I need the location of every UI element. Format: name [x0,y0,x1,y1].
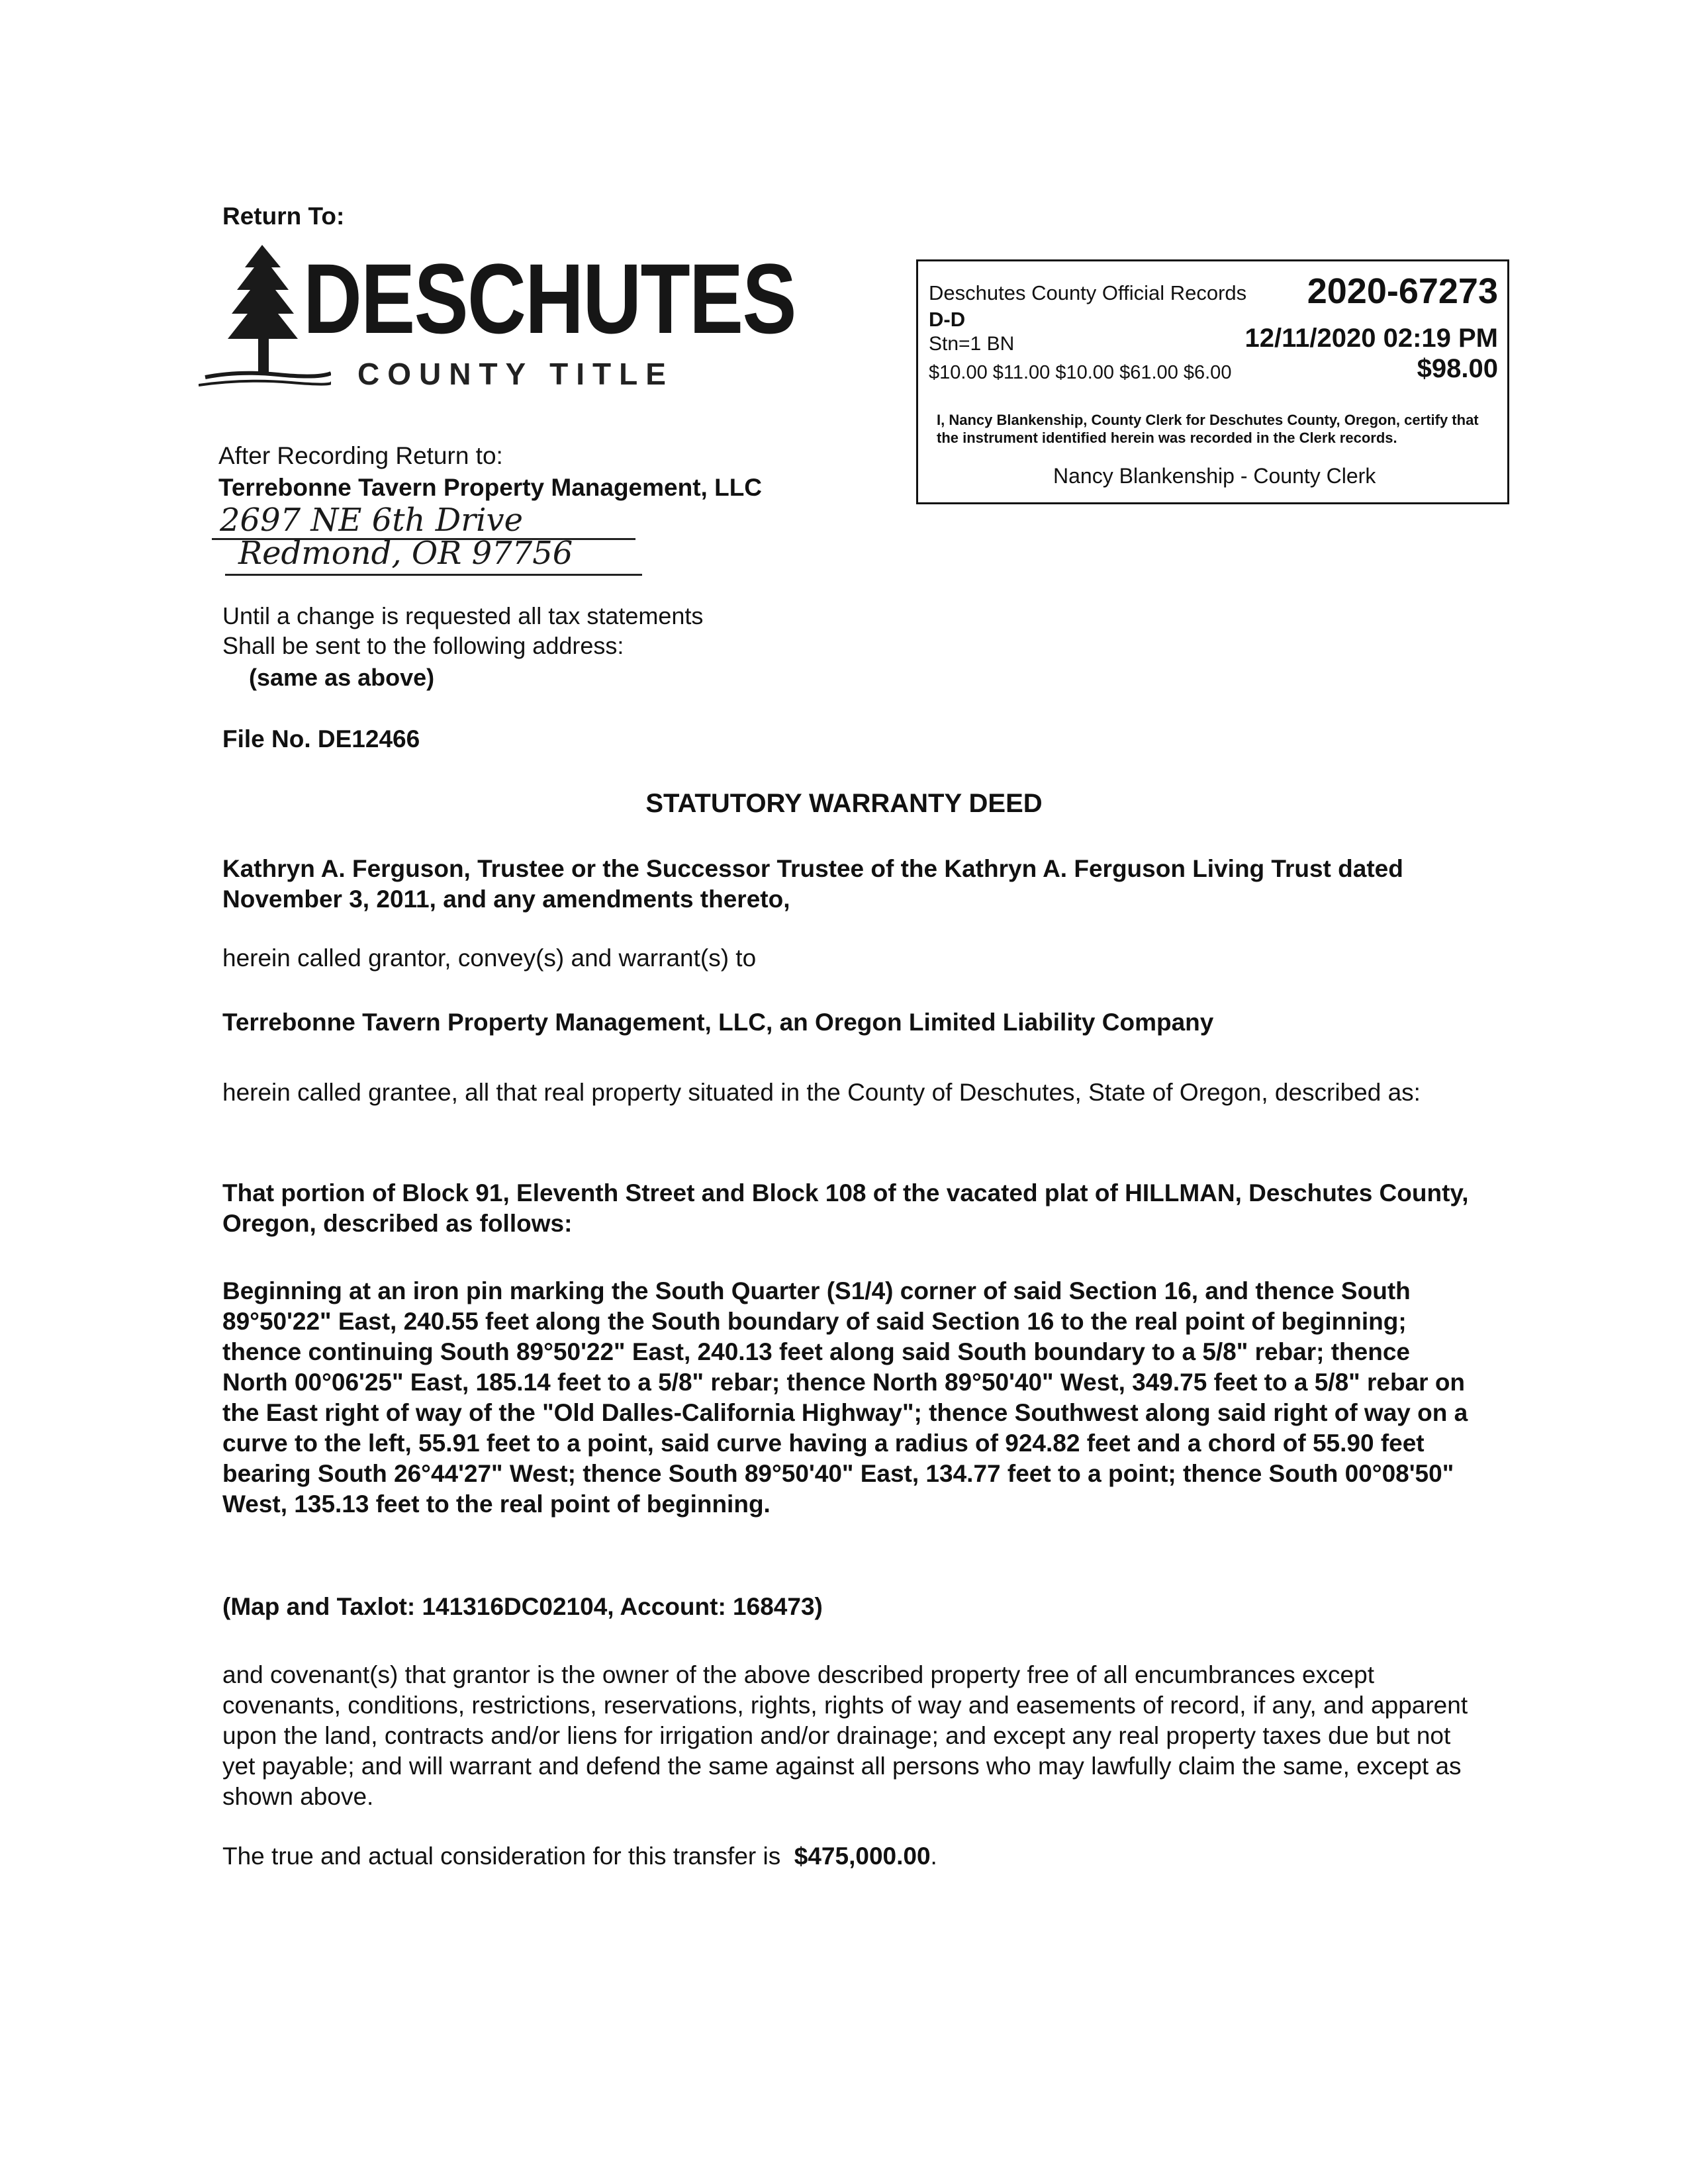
logo-subtitle: COUNTY TITLE [357,357,674,391]
station-id: Stn=1 BN [929,333,1015,355]
legal-description: Beginning at an iron pin marking the South Quarter (S1/4) corner of said Section 16, and thence South 89°50'22" East, 240.55 feet along the South boundary of said Section 16 to the real point of beginning; thence continuing South 89°50'22" East, 240.13 feet along said South boundary to a 5/8" rebar; thence North 00°06'25" East, 185.14 feet to a 5/8" rebar; thence North 89°50'40" West, 349.75 feet to a 5/8" rebar on the East right of way of the "Old Dalles-California Highway"; thence Southwest along said right of way on a curve to the left, 55.91 feet to a point, said curve having a radius of 924.82 feet and a chord of 55.90 feet bearing South 26°44'27" West; thence South 89°50'40" East, 134.77 feet to a point; thence South 00°08'50" West, 135.13 feet to the real point of beginning. [222,1277,1468,1518]
recording-fees: $10.00 $11.00 $10.00 $61.00 $6.00 [929,362,1232,383]
consideration-line [222,1841,1480,1872]
recording-total: $98.00 [1417,354,1498,383]
clerk-name: Nancy Blankenship - County Clerk [1053,464,1376,488]
tax-statement-line-3: (same as above) [249,664,435,691]
after-recording-name: Terrebonne Tavern Property Management, LLC [218,474,763,501]
covenant-paragraph: and covenant(s) that grantor is the owner of the above described property free of all encumbrances except covenants, conditions, restrictions, reservations, rights, rights of way and easements of record, if any, and apparent upon the land, contracts and/or liens for irrigation and/or drainage; and except any real property taxes due but not yet payable; and will warrant and defend the same against all persons who may lawfully claim the same, except as shown above. [222,1661,1468,1810]
consideration-amount: $475,000.00 [794,1843,931,1870]
consideration-prefix: The true and actual consideration for this transfer is [222,1843,781,1870]
property-portion: That portion of Block 91, Eleventh Street and Block 108 of the vacated plat of HILLMAN, Deschutes County, Oregon, described as follows: [222,1179,1469,1237]
recording-datetime: 12/11/2020 02:19 PM [1244,324,1498,353]
company-logo [199,241,796,400]
grantee-clause: herein called grantee, all that real property situated in the County of Deschutes, State of Oregon, described as: [222,1079,1421,1106]
document-title: STATUTORY WARRANTY DEED [645,789,1043,818]
recording-number: 2020-67273 [1307,271,1498,311]
records-office: Deschutes County Official Records [929,281,1247,304]
clerk-certification: I, Nancy Blankenship, County Clerk for Deschutes County, Oregon, certify that the instrument identified herein was recorded in the Clerk records. [937,412,1479,446]
tax-statement-line-2: Shall be sent to the following address: [222,632,624,659]
consideration-suffix: . [930,1843,937,1870]
handwritten-address-line-1: 2697 NE 6th Drive [220,502,524,539]
handwritten-address-line-2: Redmond, OR 97756 [238,535,573,572]
grantor-paragraph: Kathryn A. Ferguson, Trustee or the Successor Trustee of the Kathryn A. Ferguson Living Trust dated November 3, 2011, and any amendments thereto, [222,855,1403,913]
file-number: File No. DE12466 [222,725,420,752]
tax-statement-line-1: Until a change is requested all tax statements [222,602,704,629]
grantee-paragraph: Terrebonne Tavern Property Management, LLC, an Oregon Limited Liability Company [222,1009,1214,1036]
logo-wordmark: DESCHUTES [303,243,796,354]
map-taxlot: (Map and Taxlot: 141316DC02104, Account: 168473) [222,1593,823,1620]
after-recording-label: After Recording Return to: [218,442,503,469]
document-type: D-D [929,308,966,331]
address-underline-2 [225,574,642,576]
return-to-label: Return To: [222,203,345,230]
recording-stamp [916,259,1509,504]
grantor-clause: herein called grantor, convey(s) and warrant(s) to [222,944,757,972]
